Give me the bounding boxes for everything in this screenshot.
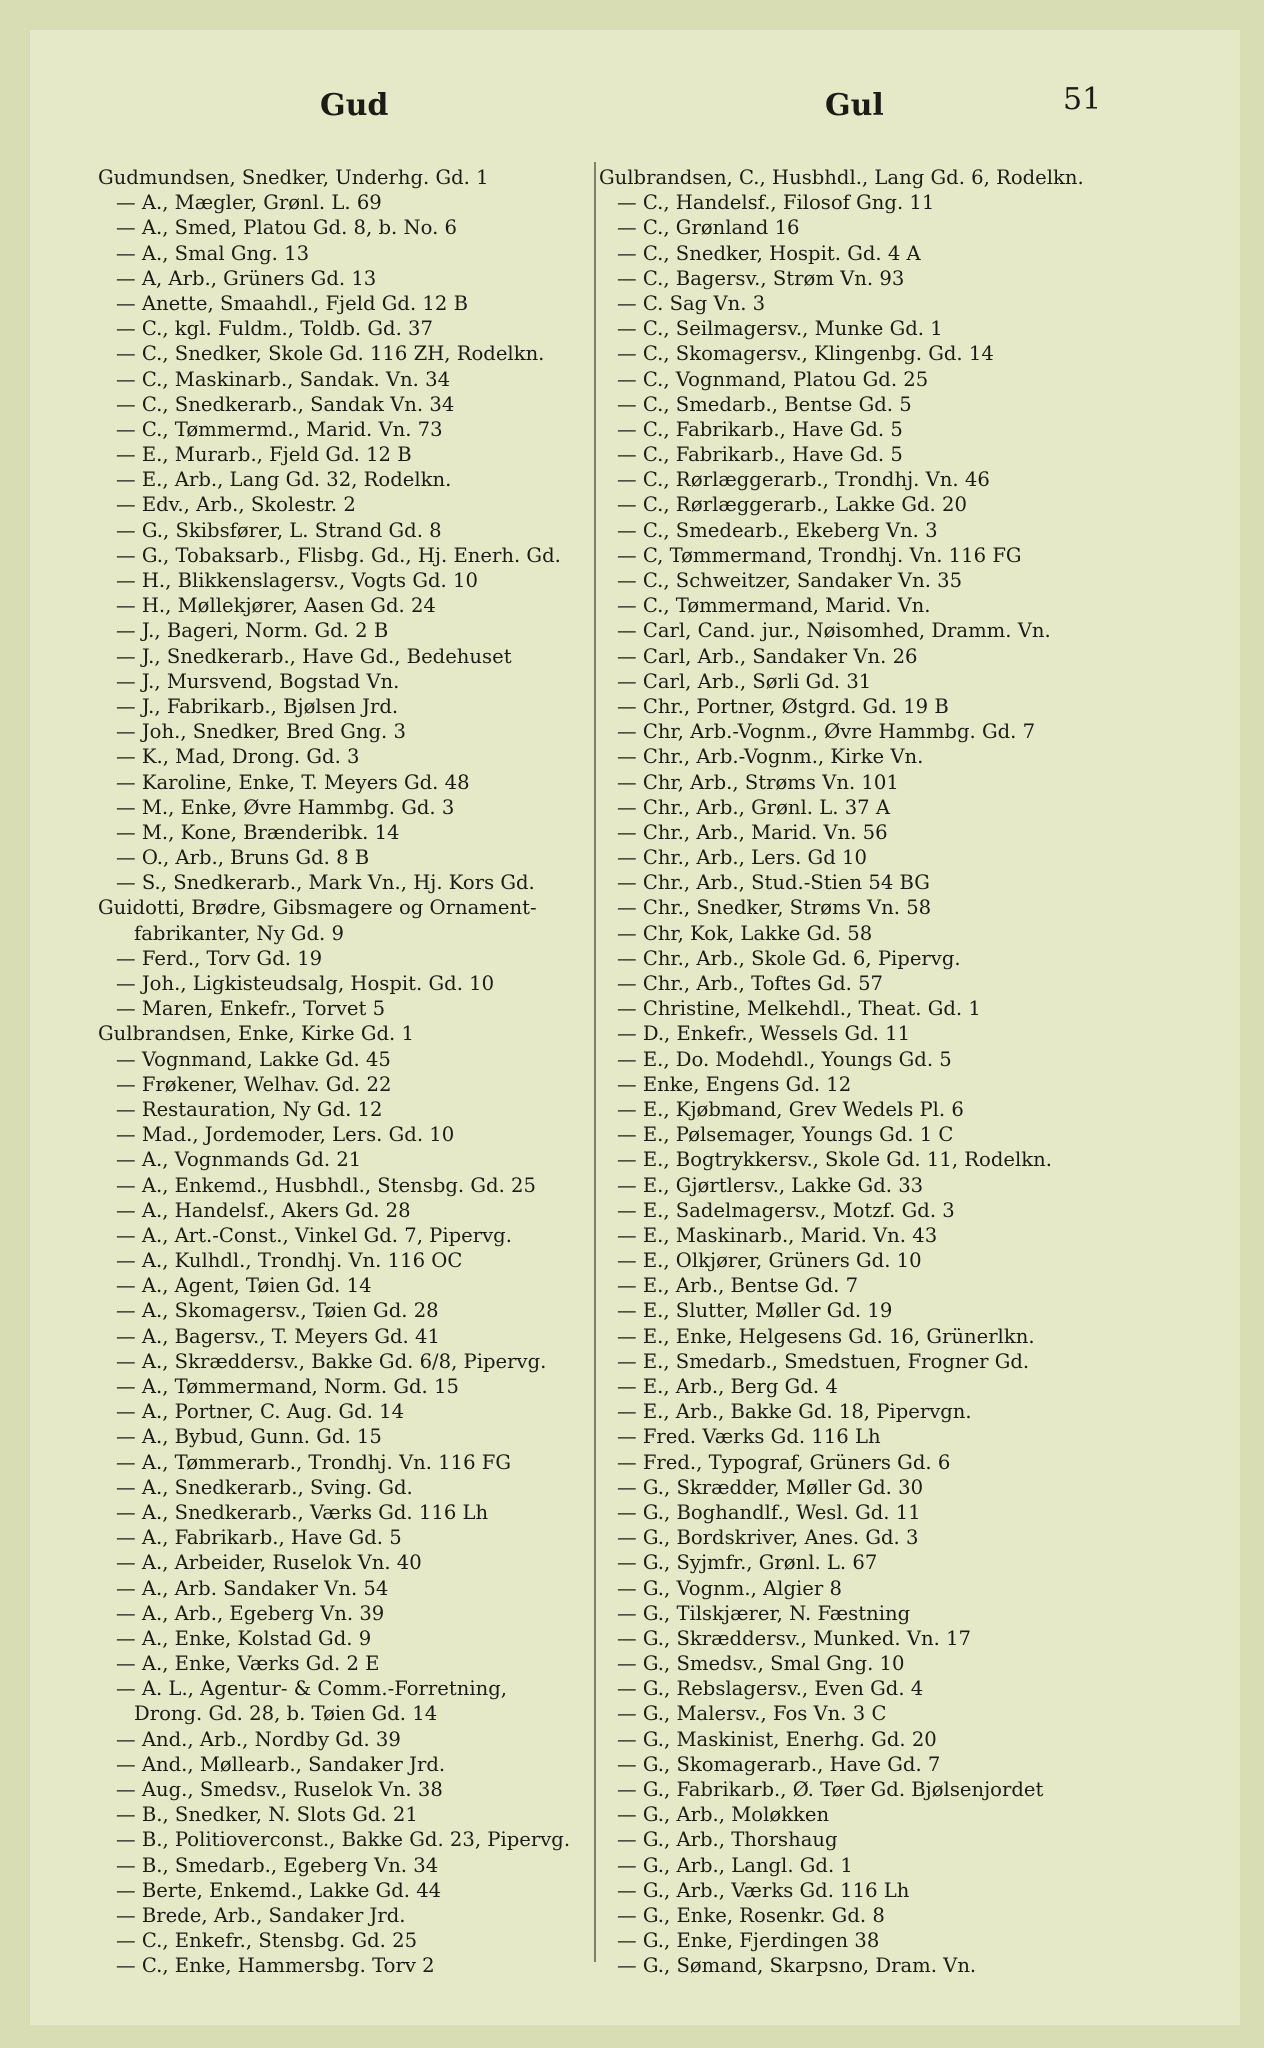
directory-entry: — A., Smal Gng. 13 xyxy=(116,241,310,265)
directory-entry: — Chr., Arb.-Vognm., Kirke Vn. xyxy=(617,745,924,769)
header-right-word: Gul xyxy=(825,88,884,123)
directory-entry: — Fred., Typograf, Grüners Gd. 6 xyxy=(617,1450,951,1474)
directory-entry: — E., Enke, Helgesens Gd. 16, Grünerlkn. xyxy=(617,1324,1035,1348)
directory-entry: — A., Kulhdl., Trondhj. Vn. 116 OC xyxy=(116,1249,463,1273)
directory-entry: — G., Tobaksarb., Flisbg. Gd., Hj. Enerh. Gd. xyxy=(116,543,561,567)
directory-entry: — A., Skomagersv., Tøien Gd. 28 xyxy=(116,1299,439,1323)
left-column xyxy=(98,165,624,1979)
directory-entry: — A., Tømmermand, Norm. Gd. 15 xyxy=(116,1375,459,1398)
directory-entry: — E., Pølsemager, Youngs Gd. 1 C xyxy=(617,1123,954,1147)
right-column xyxy=(599,165,1134,1979)
directory-entry: — A., Smed, Platou Gd. 8, b. No. 6 xyxy=(116,216,457,240)
directory-entry: — G., Skræddersv., Munked. Vn. 17 xyxy=(617,1626,971,1650)
directory-entry: — C., Schweitzer, Sandaker Vn. 35 xyxy=(617,569,963,592)
directory-entry: — C., Snedkerarb., Sandak Vn. 34 xyxy=(116,392,455,416)
directory-entry: — Ferd., Torv Gd. 19 xyxy=(116,946,323,970)
directory-entry: — Frøkener, Welhav. Gd. 22 xyxy=(116,1072,392,1096)
directory-entry: — E., Kjøbmand, Grev Wedels Pl. 6 xyxy=(617,1097,964,1121)
directory-entry: — G., Skibsfører, L. Strand Gd. 8 xyxy=(116,518,442,542)
directory-entry: — A., Vognmands Gd. 21 xyxy=(116,1148,362,1172)
directory-entry: — C., Smedarb., Bentse Gd. 5 xyxy=(617,392,912,416)
directory-entry: — Enke, Engens Gd. 12 xyxy=(617,1072,852,1096)
directory-entry: — G., Bordskriver, Anes. Gd. 3 xyxy=(617,1526,919,1550)
directory-entry: — C., kgl. Fuldm., Toldb. Gd. 37 xyxy=(116,317,433,341)
directory-entry: — A., Mægler, Grønl. L. 69 xyxy=(116,191,382,215)
directory-entry: — G., Vognm., Algier 8 xyxy=(617,1576,842,1600)
directory-entry: — Joh., Ligkisteudsalg, Hospit. Gd. 10 xyxy=(116,972,495,995)
column-divider xyxy=(594,162,596,1962)
directory-entry: — Chr., Arb., Toftes Gd. 57 xyxy=(617,972,884,995)
directory-entry: — A., Bagersv., T. Meyers Gd. 41 xyxy=(116,1324,440,1348)
directory-entry: — Christine, Melkehdl., Theat. Gd. 1 xyxy=(617,997,981,1021)
directory-entry: — E., Maskinarb., Marid. Vn. 43 xyxy=(617,1223,938,1247)
directory-entry: — B., Snedker, N. Slots Gd. 21 xyxy=(116,1803,418,1827)
directory-entry: — Chr, Arb., Strøms Vn. 101 xyxy=(617,770,899,794)
directory-entry: — J., Mursvend, Bogstad Vn. xyxy=(116,669,400,693)
directory-entry: — Carl, Arb., Sandaker Vn. 26 xyxy=(617,644,918,668)
directory-entry: — E., Smedarb., Smedstuen, Frogner Gd. xyxy=(617,1349,1030,1373)
directory-entry: — Carl, Cand. jur., Nøisomhed, Dramm. Vn. xyxy=(617,619,1051,643)
directory-entry: — A., Arb. Sandaker Vn. 54 xyxy=(116,1576,389,1600)
directory-entry: — G., Smedsv., Smal Gng. 10 xyxy=(617,1652,905,1676)
directory-entry: — O., Arb., Bruns Gd. 8 B xyxy=(116,846,370,870)
directory-entry: Gulbrandsen, C., Husbhdl., Lang Gd. 6, Rodelkn. xyxy=(599,166,1084,189)
directory-entry: — A., Portner, C. Aug. Gd. 14 xyxy=(116,1400,405,1424)
directory-entry: — E., Arb., Berg Gd. 4 xyxy=(617,1375,838,1398)
directory-entry: — C., Handelsf., Filosof Gng. 11 xyxy=(617,191,935,215)
directory-entry: — G., Boghandlf., Wesl. Gd. 11 xyxy=(617,1500,921,1524)
directory-entry: Guidotti, Brødre, Gibsmagere og Ornament- xyxy=(98,896,537,920)
directory-entry: — Maren, Enkefr., Torvet 5 xyxy=(116,997,386,1021)
directory-entry: — C., Bagersv., Strøm Vn. 93 xyxy=(617,266,905,290)
directory-entry: — G., Skomagerarb., Have Gd. 7 xyxy=(617,1752,941,1776)
directory-page xyxy=(30,30,1240,2025)
directory-entry: — A., Snedkerarb., Sving. Gd. xyxy=(116,1475,413,1499)
directory-entry: — Karoline, Enke, T. Meyers Gd. 48 xyxy=(116,770,470,794)
directory-entry: — G., Maskinist, Enerhg. Gd. 20 xyxy=(617,1727,937,1751)
directory-entry: — Chr., Arb., Lers. Gd 10 xyxy=(617,846,867,870)
directory-entry: — M., Enke, Øvre Hammbg. Gd. 3 xyxy=(116,795,455,819)
directory-entry: — Chr., Portner, Østgrd. Gd. 19 B xyxy=(617,694,949,718)
directory-entry: — A., Arb., Egeberg Vn. 39 xyxy=(116,1601,385,1625)
directory-entry: — Vognmand, Lakke Gd. 45 xyxy=(116,1047,391,1071)
directory-entry: — E., Gjørtlersv., Lakke Gd. 33 xyxy=(617,1173,924,1197)
directory-entry: — A., Handelsf., Akers Gd. 28 xyxy=(116,1198,411,1222)
directory-entry: — C., Rørlæggerarb., Trondhj. Vn. 46 xyxy=(617,468,990,492)
directory-entry: — A., Snedkerarb., Værks Gd. 116 Lh xyxy=(116,1500,489,1524)
directory-entry: — G., Tilskjærer, N. Fæstning xyxy=(617,1601,911,1625)
directory-entry: — E., Olkjører, Grüners Gd. 10 xyxy=(617,1249,922,1273)
directory-entry: — C., Snedker, Hospit. Gd. 4 A xyxy=(617,241,921,265)
directory-entry: — C., Snedker, Skole Gd. 116 ZH, Rodelkn. xyxy=(116,342,545,366)
directory-entry: — J., Snedkerarb., Have Gd., Bedehuset xyxy=(116,644,512,668)
directory-entry: — And., Møllearb., Sandaker Jrd. xyxy=(116,1752,446,1776)
directory-entry: — Chr., Arb., Skole Gd. 6, Pipervg. xyxy=(617,946,961,970)
directory-entry: — A., Agent, Tøien Gd. 14 xyxy=(116,1274,372,1298)
directory-entry: — G., Skrædder, Møller Gd. 30 xyxy=(617,1475,924,1499)
directory-entry: — Brede, Arb., Sandaker Jrd. xyxy=(116,1903,406,1927)
directory-entry: — E., Arb., Lang Gd. 32, Rodelkn. xyxy=(116,468,452,492)
directory-entry: — G., Syjmfr., Grønl. L. 67 xyxy=(617,1551,878,1575)
directory-entry: — Berte, Enkemd., Lakke Gd. 44 xyxy=(116,1878,442,1902)
directory-entry: — Joh., Snedker, Bred Gng. 3 xyxy=(116,720,406,744)
directory-entry: — S., Snedkerarb., Mark Vn., Hj. Kors Gd. xyxy=(116,871,535,895)
directory-entry: — A., Fabrikarb., Have Gd. 5 xyxy=(116,1526,402,1550)
directory-entry: — G., Enke, Rosenkr. Gd. 8 xyxy=(617,1903,885,1927)
directory-entry: — Aug., Smedsv., Ruselok Vn. 38 xyxy=(116,1778,443,1801)
directory-entry: — C., Maskinarb., Sandak. Vn. 34 xyxy=(116,367,451,391)
directory-entry: — A., Art.-Const., Vinkel Gd. 7, Pipervg. xyxy=(116,1223,512,1247)
directory-entry: — D., Enkefr., Wessels Gd. 11 xyxy=(617,1022,911,1046)
directory-entry: Gudmundsen, Snedker, Underhg. Gd. 1 xyxy=(98,166,489,189)
directory-entry: — G., Malersv., Fos Vn. 3 C xyxy=(617,1702,887,1726)
directory-entry: — Anette, Smaahdl., Fjeld Gd. 12 B xyxy=(116,291,468,315)
directory-entry: — J., Bageri, Norm. Gd. 2 B xyxy=(116,619,389,643)
directory-entry: — M., Kone, Brænderibk. 14 xyxy=(116,820,400,844)
directory-entry: — Chr., Snedker, Strøms Vn. 58 xyxy=(617,896,932,920)
directory-entry: — A., Arbeider, Ruselok Vn. 40 xyxy=(116,1551,422,1575)
directory-entry: — A. L., Agentur- & Comm.-Forretning, xyxy=(116,1677,508,1701)
directory-entry: — C., Fabrikarb., Have Gd. 5 xyxy=(617,417,903,441)
page-number: 51 xyxy=(1063,82,1102,117)
directory-entry: — And., Arb., Nordby Gd. 39 xyxy=(116,1727,401,1751)
directory-entry: — Fred. Værks Gd. 116 Lh xyxy=(617,1425,881,1449)
directory-entry: — C., Enkefr., Stensbg. Gd. 25 xyxy=(116,1929,418,1953)
directory-entry: — C., Smedearb., Ekeberg Vn. 3 xyxy=(617,518,938,542)
directory-entry: — A., Tømmerarb., Trondhj. Vn. 116 FG xyxy=(116,1450,512,1474)
directory-entry: — C., Seilmagersv., Munke Gd. 1 xyxy=(617,317,943,341)
directory-entry: — C., Grønland 16 xyxy=(617,216,800,240)
directory-entry: — Carl, Arb., Sørli Gd. 31 xyxy=(617,669,872,693)
directory-entry: — E., Sadelmagersv., Motzf. Gd. 3 xyxy=(617,1198,955,1222)
directory-entry: — C., Skomagersv., Klingenbg. Gd. 14 xyxy=(617,342,994,366)
directory-entry: — Chr., Arb., Marid. Vn. 56 xyxy=(617,820,888,844)
directory-entry: — A., Enkemd., Husbhdl., Stensbg. Gd. 25 xyxy=(116,1173,536,1197)
directory-entry: — E., Bogtrykkersv., Skole Gd. 11, Rodelkn. xyxy=(617,1148,1052,1172)
directory-entry: — B., Smedarb., Egeberg Vn. 34 xyxy=(116,1853,439,1877)
directory-entry: — C., Fabrikarb., Have Gd. 5 xyxy=(617,443,903,467)
directory-entry: — C, Tømmermand, Trondhj. Vn. 116 FG xyxy=(617,543,1022,567)
directory-entry: — J., Fabrikarb., Bjølsen Jrd. xyxy=(116,694,399,718)
directory-entry: — Chr., Arb., Grønl. L. 37 A xyxy=(617,795,891,819)
directory-entry: — A., Enke, Kolstad Gd. 9 xyxy=(116,1626,372,1650)
directory-entry: — Chr, Kok, Lakke Gd. 58 xyxy=(617,921,873,945)
directory-entry: — C., Vognmand, Platou Gd. 25 xyxy=(617,367,929,391)
directory-entry: — C., Enke, Hammersbg. Torv 2 xyxy=(116,1954,435,1978)
directory-entry: — E., Do. Modehdl., Youngs Gd. 5 xyxy=(617,1047,952,1071)
directory-entry: Drong. Gd. 28, b. Tøien Gd. 14 xyxy=(134,1702,438,1726)
directory-entry: fabrikanter, Ny Gd. 9 xyxy=(134,921,344,945)
directory-entry: — Mad., Jordemoder, Lers. Gd. 10 xyxy=(116,1123,455,1147)
directory-entry: — Restauration, Ny Gd. 12 xyxy=(116,1097,383,1121)
directory-entry: — A., Bybud, Gunn. Gd. 15 xyxy=(116,1425,382,1449)
directory-entry: — G., Enke, Fjerdingen 38 xyxy=(617,1929,880,1953)
directory-entry: — G., Arb., Moløkken xyxy=(617,1803,830,1827)
header-left-word: Gud xyxy=(320,88,389,123)
directory-entry: — G., Sømand, Skarpsno, Dram. Vn. xyxy=(617,1954,977,1978)
directory-entry: — C., Tømmermd., Marid. Vn. 73 xyxy=(116,417,443,441)
directory-entry: — B., Politioverconst., Bakke Gd. 23, Pipervg. xyxy=(116,1828,571,1852)
directory-entry: — E., Murarb., Fjeld Gd. 12 B xyxy=(116,443,412,467)
directory-entry: — E., Slutter, Møller Gd. 19 xyxy=(617,1299,893,1323)
directory-entry: — E., Arb., Bentse Gd. 7 xyxy=(617,1274,859,1298)
directory-entry: — K., Mad, Drong. Gd. 3 xyxy=(116,745,360,769)
directory-entry: — G., Arb., Langl. Gd. 1 xyxy=(617,1853,853,1877)
directory-entry: — E., Arb., Bakke Gd. 18, Pipervgn. xyxy=(617,1400,972,1424)
directory-entry: — A., Skræddersv., Bakke Gd. 6/8, Pipervg. xyxy=(116,1349,547,1373)
directory-entry: Gulbrandsen, Enke, Kirke Gd. 1 xyxy=(98,1022,414,1046)
directory-entry: — C. Sag Vn. 3 xyxy=(617,291,766,315)
directory-entry: — G., Rebslagersv., Even Gd. 4 xyxy=(617,1677,924,1701)
directory-entry: — G., Arb., Værks Gd. 116 Lh xyxy=(617,1878,910,1902)
directory-entry: — H., Møllekjører, Aasen Gd. 24 xyxy=(116,594,436,618)
directory-entry: — Chr, Arb.-Vognm., Øvre Hammbg. Gd. 7 xyxy=(617,720,1036,744)
directory-entry: — G., Arb., Thorshaug xyxy=(617,1828,838,1852)
directory-entry: — Chr., Arb., Stud.-Stien 54 BG xyxy=(617,871,930,895)
directory-entry: — C., Tømmermand, Marid. Vn. xyxy=(617,594,931,618)
directory-entry: — H., Blikkenslagersv., Vogts Gd. 10 xyxy=(116,569,478,592)
directory-entry: — G., Fabrikarb., Ø. Tøer Gd. Bjølsenjordet xyxy=(617,1778,1044,1801)
directory-entry: — A., Enke, Værks Gd. 2 E xyxy=(116,1652,380,1676)
directory-entry: — A, Arb., Grüners Gd. 13 xyxy=(116,266,377,290)
directory-entry: — Edv., Arb., Skolestr. 2 xyxy=(116,493,356,517)
directory-entry: — C., Rørlæggerarb., Lakke Gd. 20 xyxy=(617,493,967,517)
